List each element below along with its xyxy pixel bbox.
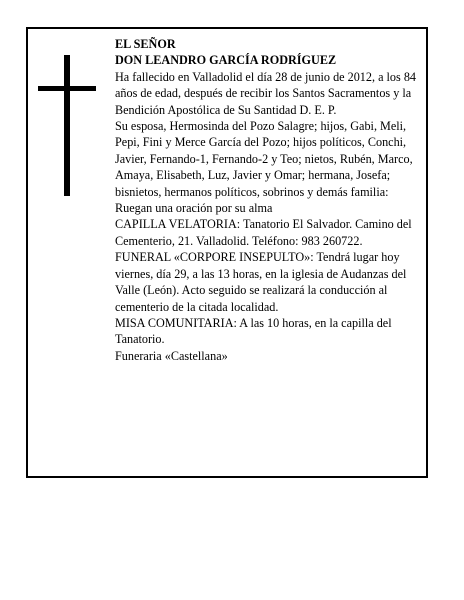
title-line-1: EL SEÑOR [115,37,176,51]
family-list: Su esposa, Hermosinda del Pozo Salagre; hijos, Gabi, Meli, Pepi, Fini y Merce García del Pozo; hijos políticos, Conchi, Javier, Fernando-1, Fernando-2 y Teo; nietos, Rubén, Marco, Amaya, Elisabeth, Luz, Javier y Omar; hermana, Josefa; bisnietos, hermanos políticos, sobrinos y demás familia: [115,119,413,199]
mass-info: MISA COMUNITARIA: A las 10 horas, en la capilla del Tanatorio. [115,315,392,347]
obituary-text [115,36,425,364]
cross-horizontal-bar [38,86,96,91]
funeral-info: FUNERAL «CORPORE INSEPULTO»: Tendrá lugar hoy viernes, día 29, a las 13 horas, en la iglesia de Audanzas del Valle (León). Acto seguido se realizará la conducción al cementerio de la citada localidad. [115,250,407,314]
cross-vertical-bar [64,55,70,196]
prayer-request: Ruegan una oración por su alma [115,201,273,216]
chapel-info: CAPILLA VELATORIA: Tanatorio El Salvador. Camino del Cementerio, 21. Valladolid. Teléfono: 983 260722. [115,217,412,248]
funeral-home: Funeraria «Castellana» [115,348,228,363]
deceased-name: DON LEANDRO GARCÍA RODRÍGUEZ [115,53,337,68]
cross-icon [38,55,96,196]
death-announcement: Ha fallecido en Valladolid el día 28 de junio de 2012, a los 84 años de edad, después de recibir los Santos Sacramentos y la Bendición Apostólica de Su Santidad D. E. P. [115,69,417,117]
